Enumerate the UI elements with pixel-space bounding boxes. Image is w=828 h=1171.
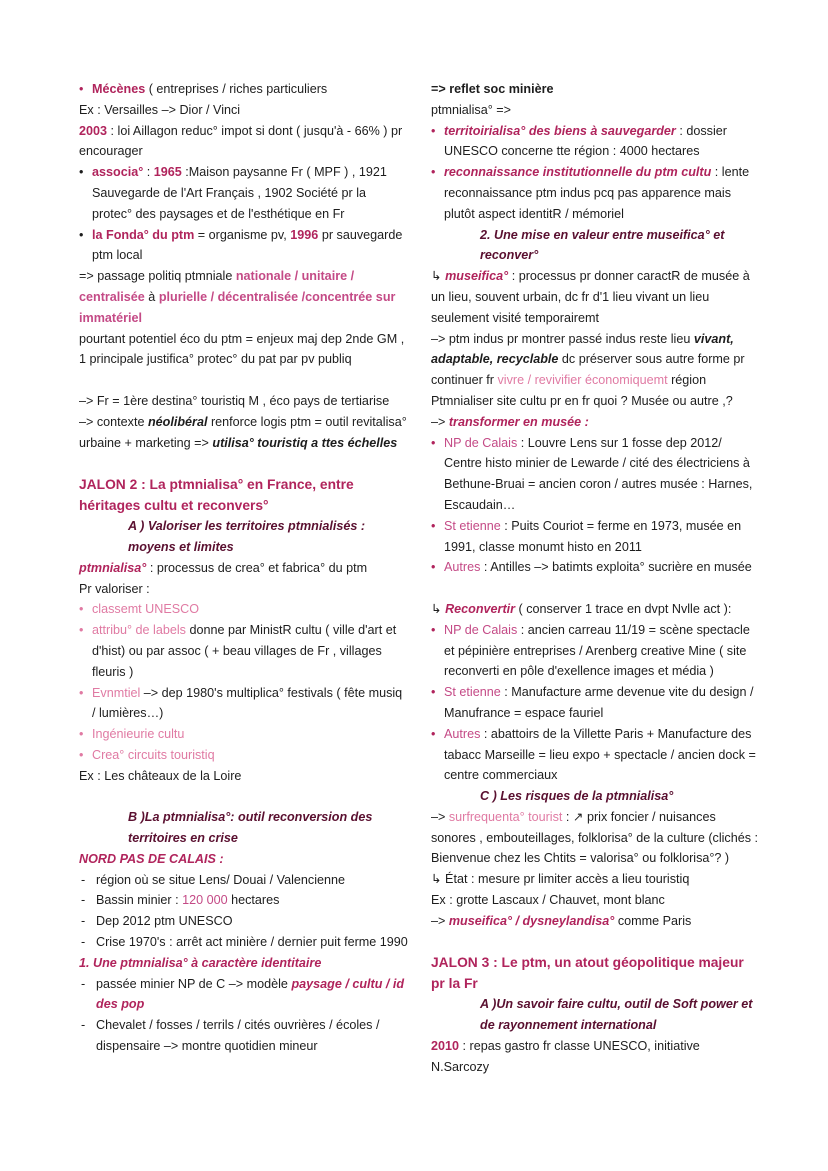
transformer-np <box>431 433 761 516</box>
mecenes-item <box>79 79 409 100</box>
attribu-item <box>79 620 409 682</box>
dash-item-passee <box>79 974 409 1016</box>
dash-item-crise: - Crise 1970's : arrêt act minière / dernier puit ferme 1990 <box>79 932 409 953</box>
jalon-3-heading: JALON 3 : Le ptm, un atout géopolitique majeur pr la Fr <box>431 955 744 992</box>
museifica-label: museifica° <box>445 269 509 284</box>
reconv-np <box>431 620 761 682</box>
surf-label: surfrequenta° tourist <box>448 809 563 824</box>
transformer-st <box>431 516 761 558</box>
law-2003-text: : loi Aillagon reduc° impot si dont ( jusqu'à - 66% ) pr encourager <box>79 123 403 159</box>
r3-label: Autres <box>444 726 481 741</box>
ptm-indus <box>431 329 761 391</box>
passage-a: à <box>144 289 159 304</box>
passee-highlight: paysage / cultu / id des pop <box>96 976 405 1012</box>
fonda-text: = organisme pv, <box>194 227 291 242</box>
section-a-heading: A ) Valoriser les territoires ptmnialisés : moyens et limites <box>128 519 366 554</box>
contexte-neoliberal: néolibéral <box>147 414 208 429</box>
t3-label: Autres <box>444 560 481 575</box>
t1-text: : Louvre Lens sur 1 fosse dep 2012/ Centre histo minier de Lewarde / cité des électriciens à Bethune-Bruai = ancien coron / autres musée : Harnes, Escaudain… <box>444 435 753 512</box>
mecenes-text: ( entreprises / riches particuliers <box>145 82 328 96</box>
fr-destina-text: –> Fr = 1ère destina° touristiq M , éco pays de tertiarise <box>79 393 390 408</box>
passage-politiq <box>79 266 409 328</box>
dash-item-region: - région où se situe Lens/ Douai / Valencienne <box>79 870 409 891</box>
recon-label: reconnaissance institutionnelle du ptm cultu <box>444 165 712 180</box>
territ-item <box>431 121 761 163</box>
year-1996: 1996 <box>290 227 319 242</box>
law-2003 <box>79 121 409 163</box>
t2-text: : Puits Couriot = ferme en 1973, musée en 1991, classe monumt histo en 2011 <box>444 518 742 554</box>
dash-item-unesco: - Dep 2012 ptm UNESCO <box>79 911 409 932</box>
corner-arrow-icon-2: ↳ <box>431 601 446 616</box>
surf-arrow: –> <box>431 809 449 824</box>
reconvertir-text: ( conserver 1 trace en dvpt Nvlle act ): <box>515 601 732 616</box>
museifica-def <box>431 266 761 328</box>
passage-highlight: nationale / unitaire / centralisée <box>79 269 355 304</box>
associa-text: :Maison paysanne Fr ( MPF ) , 1921 Sauvegarde de l'Art Français , 1902 Société pr la protec° des paysages et de l'esthétique en Fr <box>92 165 387 221</box>
transformer-label: transformer en musée : <box>448 414 589 429</box>
corner-arrow-icon: ↳ <box>431 269 446 284</box>
ptm-indus-b: vivant, adaptable, recyclable <box>431 331 734 367</box>
r3-text: : abattoirs de la Villette Paris + Manufacture des tabacc Marseille = lieu expo + spectacle / ancien dock = centre commerciaux <box>444 726 756 783</box>
section-c-heading: C ) Les risques de la ptmnialisa° <box>480 789 674 804</box>
reflet-soc: => reflet soc minière <box>431 82 554 96</box>
left-column <box>79 79 409 1057</box>
ptmnialisa-def <box>79 558 409 579</box>
reconv-st <box>431 682 761 724</box>
passee-text: passée minier NP de C –> modèle <box>96 976 292 991</box>
museifica-text: : processus pr donner caractR de musée à un lieu, souvent urbain, dc fr d'1 lieu vivant un lieu seulement visité temporairemt <box>431 269 750 325</box>
contexte-c: renforce logis ptm = outil revitalisa° urbaine + marketing => <box>79 414 407 450</box>
example-chateaux: Ex : Les châteaux de la Loire <box>79 768 242 783</box>
evnmtiel-item <box>79 683 409 725</box>
t2-label: St etienne <box>444 518 501 533</box>
bassin-unit: hectares <box>227 893 280 908</box>
musdys-label: museifica° / dysneylandisa° <box>448 913 615 928</box>
bassin-value: 120 000 <box>182 893 228 908</box>
territ-label: territoirialisa° des biens à sauvegarder <box>444 123 676 138</box>
musdys-text: comme Paris <box>614 913 692 928</box>
numbered-heading-2: 2. Une mise en valeur entre museifica° et reconver° <box>480 227 725 263</box>
attribu-text: donne par MinistR cultu ( ville d'art et d'hist) ou par assoc ( + beau villages de Fr , villages fleuris ) <box>92 623 397 679</box>
bassin-label: Bassin minier : <box>96 893 183 908</box>
mecenes-label: Mécènes <box>92 82 146 96</box>
passage-highlight-2: plurielle / décentralisée /concentrée sur immatériel <box>79 289 396 325</box>
classemt-item: • classemt UNESCO <box>79 599 409 620</box>
dash-item-bassin <box>79 890 409 911</box>
territ-text: : dossier UNESCO concerne tte région : 4000 hectares <box>444 123 727 159</box>
crea-circuits-item: • Crea° circuits touristiq <box>79 745 409 766</box>
contexte-a: –> contexte <box>79 414 148 429</box>
jalon-2-heading: JALON 2 : La ptmnialisa° en France, entre héritages cultu et reconvers° <box>79 477 354 514</box>
r1-label: NP de Calais <box>444 622 518 637</box>
r1-text: : ancien carreau 11/19 = scène spectacle et pépinière entreprises / Arenberg creative Mine ( site reconverti en pôle d'exellence images et média ) <box>444 622 750 679</box>
section-b-heading: B )La ptmnialisa°: outil reconversion des territoires en crise <box>128 810 373 846</box>
ptm-question: Ptmnialiser site cultu pr en fr quoi ? Musée ou autre ,? <box>431 393 733 408</box>
ptm-indus-d: vivre / revivifier économiquemt <box>497 373 668 388</box>
fonda-text-2: pr sauvegarde ptm local <box>92 227 403 263</box>
right-column <box>431 79 761 1078</box>
contexte-d: utilisa° touristiq a ttes échelles <box>212 435 398 450</box>
associa-item: • associa° : 1965 :Maison paysanne Fr ( MPF ) , 1921 Sauvegarde de l'Art Français , 1902 Société pr la protec° des paysages et de l'esthétique en Fr <box>79 162 409 224</box>
recon-item <box>431 162 761 224</box>
surfrequenta <box>431 807 761 869</box>
evnmtiel-text: –> dep 1980's multiplica° festivals ( fête musiq / lumières…) <box>92 685 403 721</box>
year-2003: 2003 <box>79 123 108 138</box>
reconv-autres <box>431 724 761 786</box>
ptm-indus-c: dc préserver sous autre forme pr continuer fr <box>431 352 745 388</box>
ingenieurie-item: • Ingénieurie cultu <box>79 724 409 745</box>
reconvertir-heading <box>431 599 761 620</box>
fonda-label: la Fonda° du ptm <box>92 227 195 242</box>
ptmnialisa-text: : processus de crea° et fabrica° du ptm <box>146 560 368 575</box>
ptm-indus-a: –> ptm indus pr montrer passé indus reste lieu <box>431 331 694 346</box>
reconvertir-label: Reconvertir <box>445 601 516 616</box>
ptmnialisa-arrow: ptmnialisa° => <box>431 102 511 117</box>
fonda-item <box>79 225 409 267</box>
transformer-arrow: –> <box>431 414 449 429</box>
year-2010-text: : repas gastro fr classe UNESCO, initiative N.Sarcozy <box>431 1039 700 1074</box>
section-a3-heading: A )Un savoir faire cultu, outil de Soft power et de rayonnement international <box>480 997 753 1033</box>
passage-text: => passage politiq ptmniale <box>79 269 236 284</box>
musdys-arrow: –> <box>431 913 449 928</box>
pourtant-text: pourtant potentiel éco du ptm = enjeux maj dep 2nde GM , 1 principale justifica° protec° du pat par pv publiq <box>79 331 405 367</box>
t1-label: NP de Calais <box>444 435 518 450</box>
example-grotte: Ex : grotte Lascaux / Chauvet, mont blanc <box>431 893 665 908</box>
museif-dysney <box>431 911 761 932</box>
pr-valoriser: Pr valoriser : <box>79 581 150 596</box>
contexte-text <box>79 412 409 454</box>
evnmtiel-label: Evnmtiel <box>92 685 141 700</box>
ptmnialisa-label: ptmnialisa° <box>79 560 147 575</box>
surf-text: : ↗ prix foncier / nuisances sonores , embouteillages, folklorisa° de la culture (clichés : Bienvenue chez les Chtits = valorisa° ou folklorisa°? ) <box>431 809 759 866</box>
numbered-heading-1: 1. Une ptmnialisa° à caractère identitaire <box>79 955 322 970</box>
t3-text: : Antilles –> batimts exploita° sucrière en musée <box>480 560 752 575</box>
attribu-label: attribu° de labels <box>92 623 186 638</box>
nord-pas-de-calais: NORD PAS DE CALAIS : <box>79 851 224 866</box>
transformer-autres <box>431 557 761 578</box>
example-versailles: Ex : Versailles –> Dior / Vinci <box>79 102 241 117</box>
r2-label: St etienne <box>444 685 501 700</box>
ptm-indus-e: région <box>667 373 707 388</box>
year-1965: 1965 <box>153 165 182 180</box>
dash-item-chevalet: - Chevalet / fosses / terrils / cités ouvrières / écoles / dispensaire –> montre quotidien mineur <box>79 1015 409 1057</box>
etat-text: ↳ État : mesure pr limiter accès a lieu touristiq <box>431 872 690 887</box>
recon-text: : lente reconnaissance ptm indus pcq pas apparence mais plutôt aspect identitR / mémoriel <box>444 165 750 221</box>
year-2010: 2010 <box>431 1039 460 1054</box>
associa-label: associa° <box>92 165 144 180</box>
transformer-heading <box>431 412 761 433</box>
year-2010-line <box>431 1036 761 1078</box>
r2-text: : Manufacture arme devenue vite du design / Manufrance = espace fauriel <box>444 685 754 720</box>
